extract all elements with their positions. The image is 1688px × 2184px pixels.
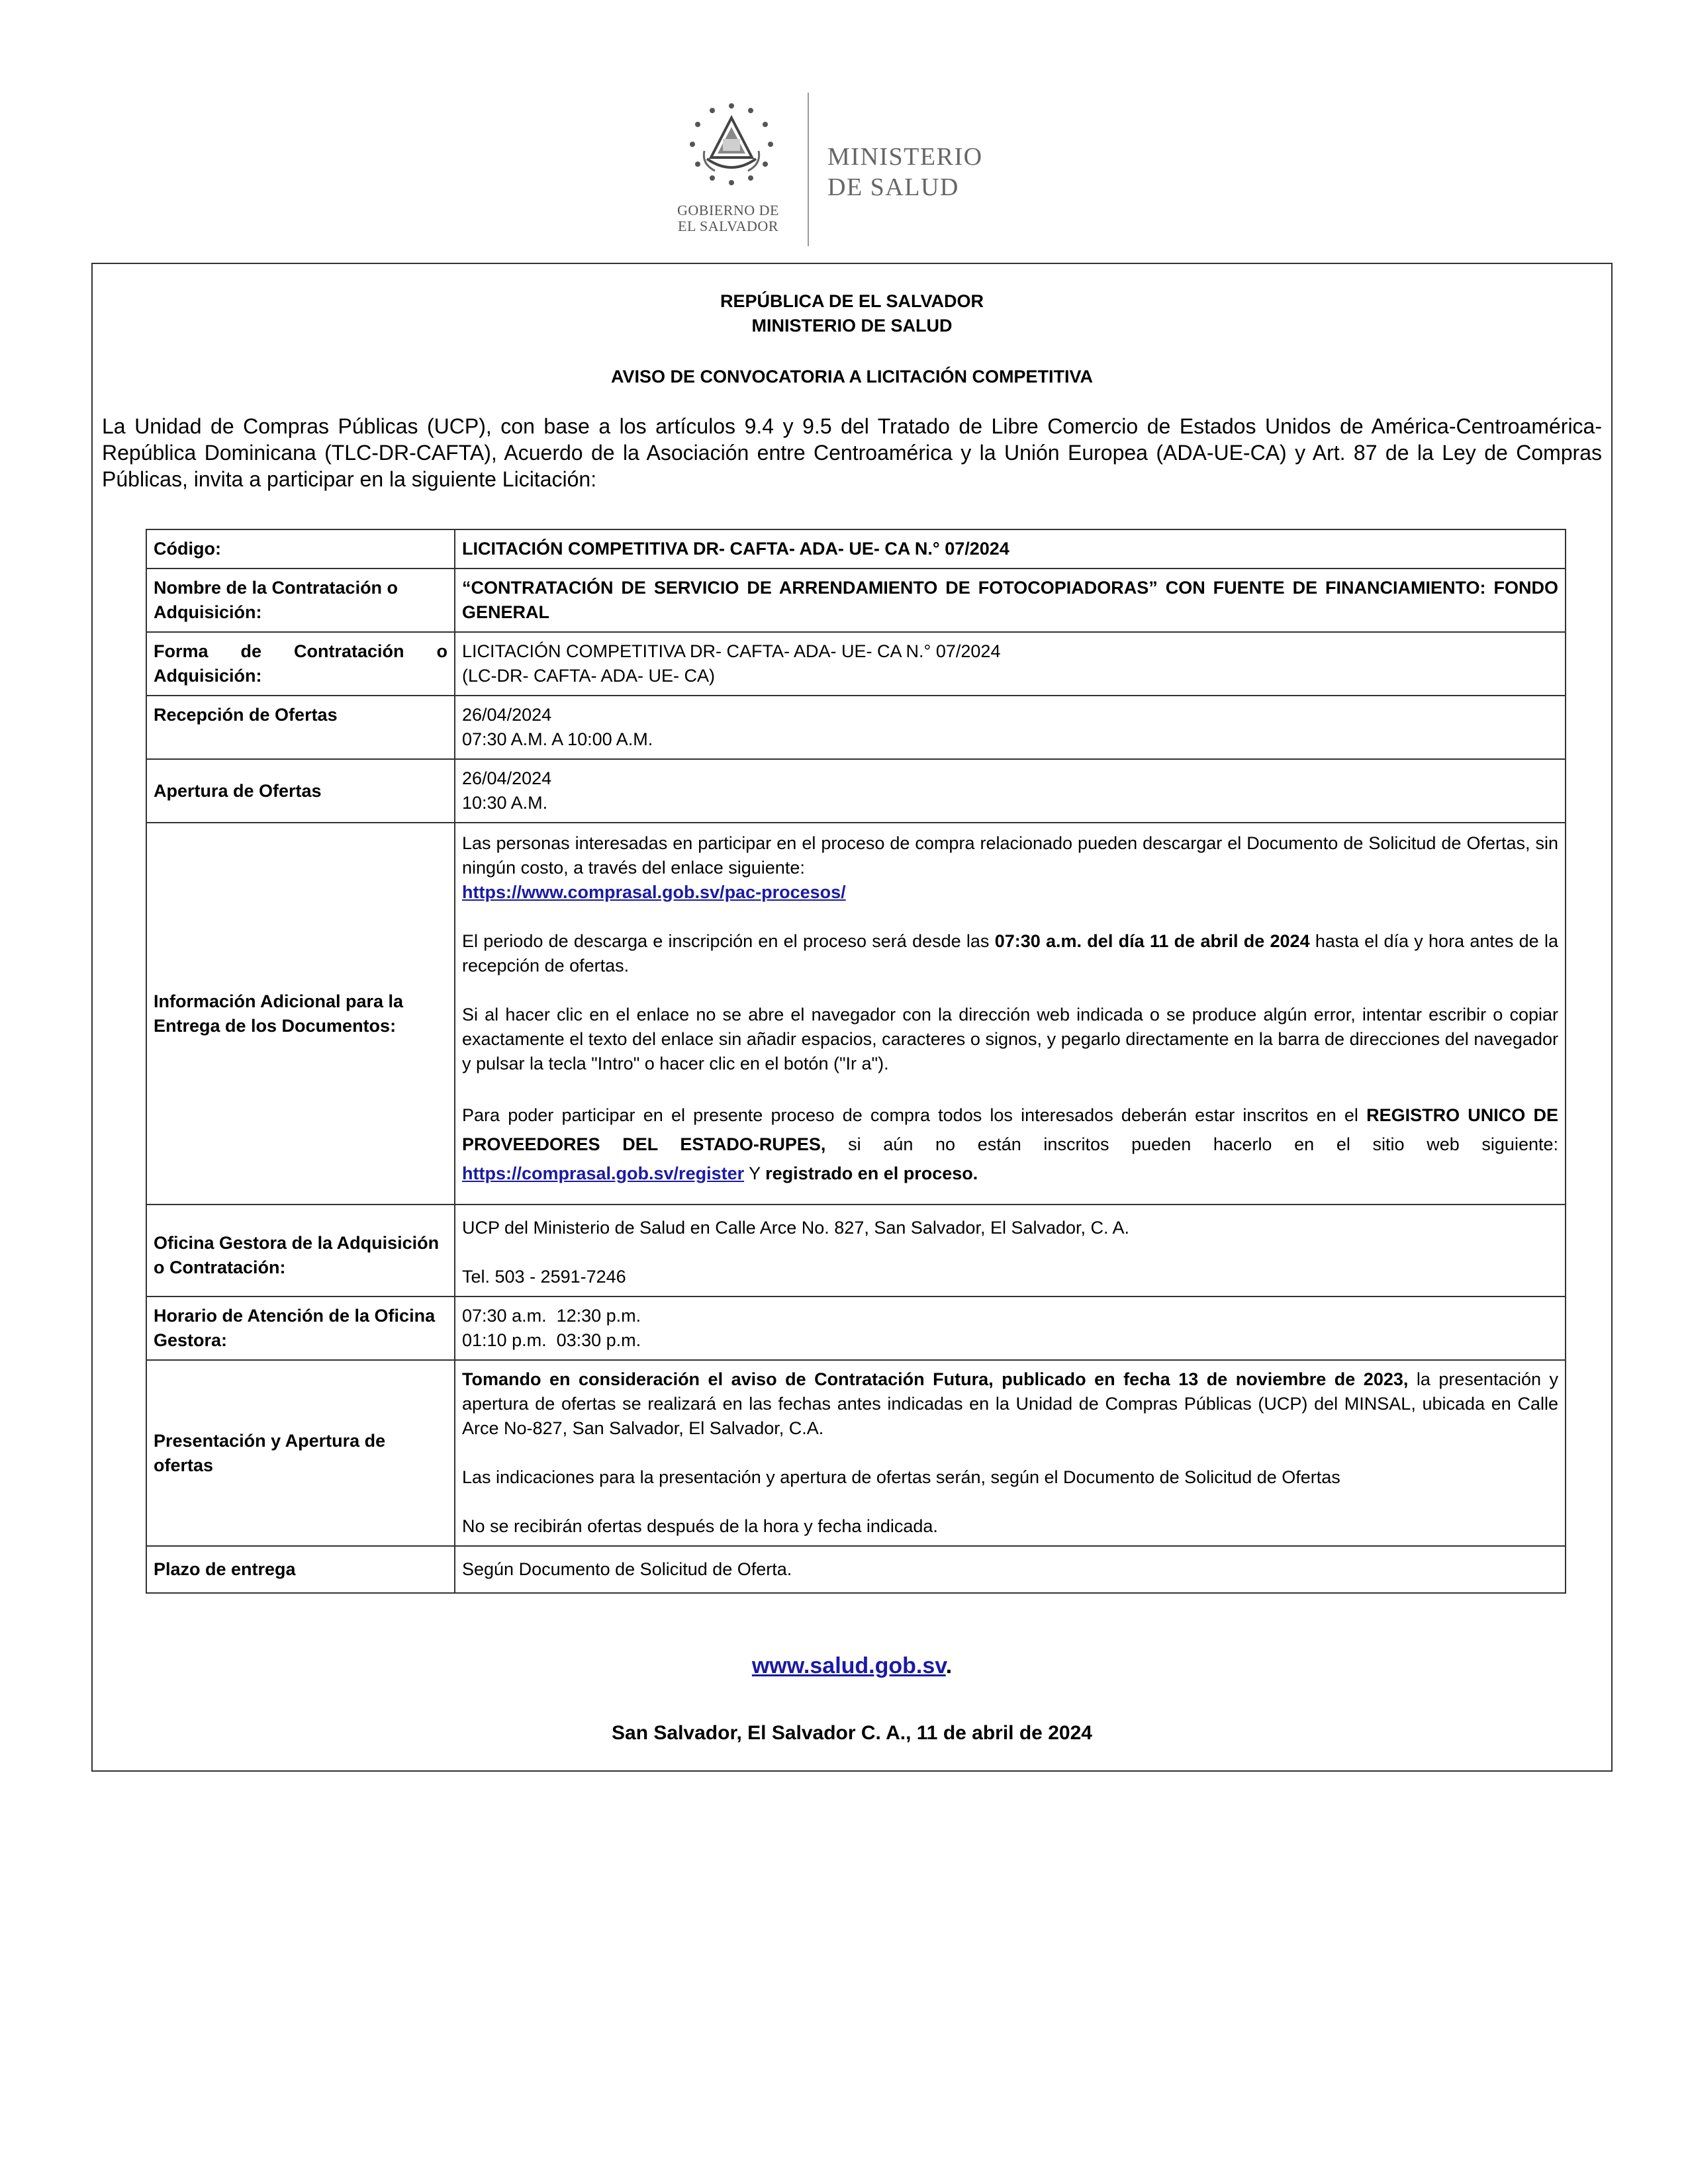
presentacion-paragraph-1 <box>462 1367 1558 1441</box>
info-value <box>455 823 1566 1205</box>
apertura-value <box>455 759 1566 823</box>
horario-label: Horario de Atención de la Oficina Gestora: <box>146 1297 455 1360</box>
oficina-value <box>455 1205 1566 1297</box>
info-paragraph-1: Las personas interesadas en participar en el proceso de compra relacionado pueden descargar el Documento de Solicitud de Ofertas, sin ningún costo, a través del enlace siguiente: <box>462 833 1558 878</box>
notice-frame <box>91 263 1613 1772</box>
ministry-line1: MINISTERIO <box>827 143 983 171</box>
table-row <box>146 1205 1566 1297</box>
info-p4-rupes: REGISTRO UNICO DE PROVEEDORES DEL ESTADO-RUPES, <box>462 1105 1558 1154</box>
info-p2-date: 07:30 a.m. del día 11 de abril de 2024 <box>994 931 1310 951</box>
apertura-time: 10:30 A.M. <box>462 793 548 813</box>
info-paragraph-3: Si al hacer clic en el enlace no se abre el navegador con la dirección web indicada o se produce algún error, intentar escribir o copiar exactamente el texto del enlace sin añadir espacios, caracteres o signos, y pegarlo directamente en la barra de direcciones del navegador y pulsar la tecla "Intro" o hacer clic en el botón ("Ir a"). <box>462 1005 1558 1073</box>
table-row <box>146 823 1566 1205</box>
info-p2-rest: hasta el día y hora antes de la recepción de ofertas. <box>462 931 1558 976</box>
info-p4-y: Y <box>749 1163 766 1183</box>
logo-divider <box>808 93 809 246</box>
table-row <box>146 1360 1566 1546</box>
tender-details-table <box>146 529 1566 1594</box>
info-p4-registrado: registrado en el proceso. <box>765 1163 978 1183</box>
recepcion-time: 07:30 A.M. A 10:00 A.M. <box>462 729 653 749</box>
footer-place-date: San Salvador, El Salvador C. A., 11 de abril de 2024 <box>612 1722 1092 1744</box>
info-p4-text: Para poder participar en el presente proceso de compra todos los interesados deberán estar inscritos en el <box>462 1105 1367 1125</box>
government-name <box>662 203 794 234</box>
website-suffix: . <box>945 1653 953 1678</box>
table-row <box>146 696 1566 759</box>
codigo-value: LICITACIÓN COMPETITIVA DR- CAFTA- ADA- UE- CA N.° 07/2024 <box>455 529 1566 569</box>
plazo-label: Plazo de entrega <box>146 1546 455 1593</box>
table-row <box>146 1546 1566 1593</box>
nombre-value: “CONTRATACIÓN DE SERVICIO DE ARRENDAMIENTO DE FOTOCOPIADORAS” CON FUENTE DE FINANCIAMIENTO: FONDO GENERAL <box>455 569 1566 632</box>
forma-line2: (LC-DR- CAFTA- ADA- UE- CA) <box>462 666 715 686</box>
presentacion-label: Presentación y Apertura de ofertas <box>146 1360 455 1546</box>
info-paragraph-2 <box>462 929 1558 978</box>
info-paragraph-4 <box>462 1101 1558 1188</box>
ministry-name <box>827 142 983 203</box>
recepcion-value <box>455 696 1566 759</box>
table-row <box>146 1297 1566 1360</box>
government-line2: EL SALVADOR <box>678 218 778 234</box>
header-logo <box>662 90 1059 249</box>
plazo-value: Según Documento de Solicitud de Oferta. <box>455 1546 1566 1593</box>
apertura-label: Apertura de Ofertas <box>146 759 455 823</box>
horario-afternoon: 01:10 p.m. 03:30 p.m. <box>462 1330 641 1350</box>
info-p4-rest: si aún no están inscritos pueden hacerlo en el sitio web siguiente: <box>825 1134 1558 1154</box>
info-link-paragraph <box>462 880 1558 905</box>
forma-label: Forma de Contratación o Adquisición: <box>146 632 455 696</box>
info-p2-text: El periodo de descarga e inscripción en el proceso será desde las <box>462 931 995 951</box>
recepcion-label: Recepción de Ofertas <box>146 696 455 759</box>
forma-line1: LICITACIÓN COMPETITIVA DR- CAFTA- ADA- UE- CA N.° 07/2024 <box>462 641 1001 661</box>
table-row <box>146 529 1566 569</box>
comprasal-procesos-link[interactable]: https://www.comprasal.gob.sv/pac-procesos/ <box>462 882 846 902</box>
presentacion-p1-rest: la presentación y apertura de ofertas se realizará en las fechas antes indicadas en la Unidad de Compras Públicas (UCP) del MINSAL, ubicada en Calle Arce No-827, San Salvador, El Salvador, C.A. <box>462 1369 1559 1438</box>
government-line1: GOBIERNO DE <box>677 202 779 218</box>
coat-of-arms-icon <box>682 98 781 204</box>
notice-title-republic: REPÚBLICA DE EL SALVADOR <box>720 291 984 311</box>
presentacion-value <box>455 1360 1566 1546</box>
recepcion-date: 26/04/2024 <box>462 705 552 725</box>
presentacion-paragraph-3: No se recibirán ofertas después de la hora y fecha indicada. <box>462 1516 938 1536</box>
nombre-label: Nombre de la Contratación o Adquisición: <box>146 569 455 632</box>
oficina-phone: Tel. 503 - 2591-7246 <box>462 1267 626 1287</box>
table-row <box>146 569 1566 632</box>
footer-website <box>93 1653 1611 1679</box>
notice-title-aviso: AVISO DE CONVOCATORIA A LICITACIÓN COMPETITIVA <box>610 367 1093 387</box>
table-row <box>146 632 1566 696</box>
ministry-line2: DE SALUD <box>827 173 959 201</box>
presentacion-p1-bold: Tomando en consideración el aviso de Contratación Futura, publicado en fecha 13 de noviembre de 2023, <box>462 1369 1409 1389</box>
government-seal <box>662 90 794 249</box>
oficina-address: UCP del Ministerio de Salud en Calle Arce No. 827, San Salvador, El Salvador, C. A. <box>462 1218 1130 1238</box>
apertura-date: 26/04/2024 <box>462 768 552 788</box>
comprasal-register-link[interactable]: https://comprasal.gob.sv/register <box>462 1163 745 1183</box>
horario-morning: 07:30 a.m. 12:30 p.m. <box>462 1306 641 1326</box>
salud-website-link[interactable]: www.salud.gob.sv <box>751 1653 946 1678</box>
codigo-label: Código: <box>146 529 455 569</box>
forma-value <box>455 632 1566 696</box>
info-label: Información Adicional para la Entrega de los Documentos: <box>146 823 455 1205</box>
table-row <box>146 759 1566 823</box>
oficina-label: Oficina Gestora de la Adquisición o Contratación: <box>146 1205 455 1297</box>
notice-title-ministry: MINISTERIO DE SALUD <box>751 316 953 336</box>
horario-value <box>455 1297 1566 1360</box>
notice-intro: La Unidad de Compras Públicas (UCP), con base a los artículos 9.4 y 9.5 del Tratado de Libre Comercio de Estados Unidos de América-Centroamérica-República Dominicana (TLC-DR-CAFTA), Acuerdo de la Asociación entre Centroamérica y la Unión Europea (ADA-UE-CA) y Art. 87 de la Ley de Compras Públicas, invita a participar en la siguiente Licitación: <box>102 414 1602 491</box>
presentacion-paragraph-2: Las indicaciones para la presentación y apertura de ofertas serán, según el Documento de Solicitud de Ofertas <box>462 1467 1340 1487</box>
